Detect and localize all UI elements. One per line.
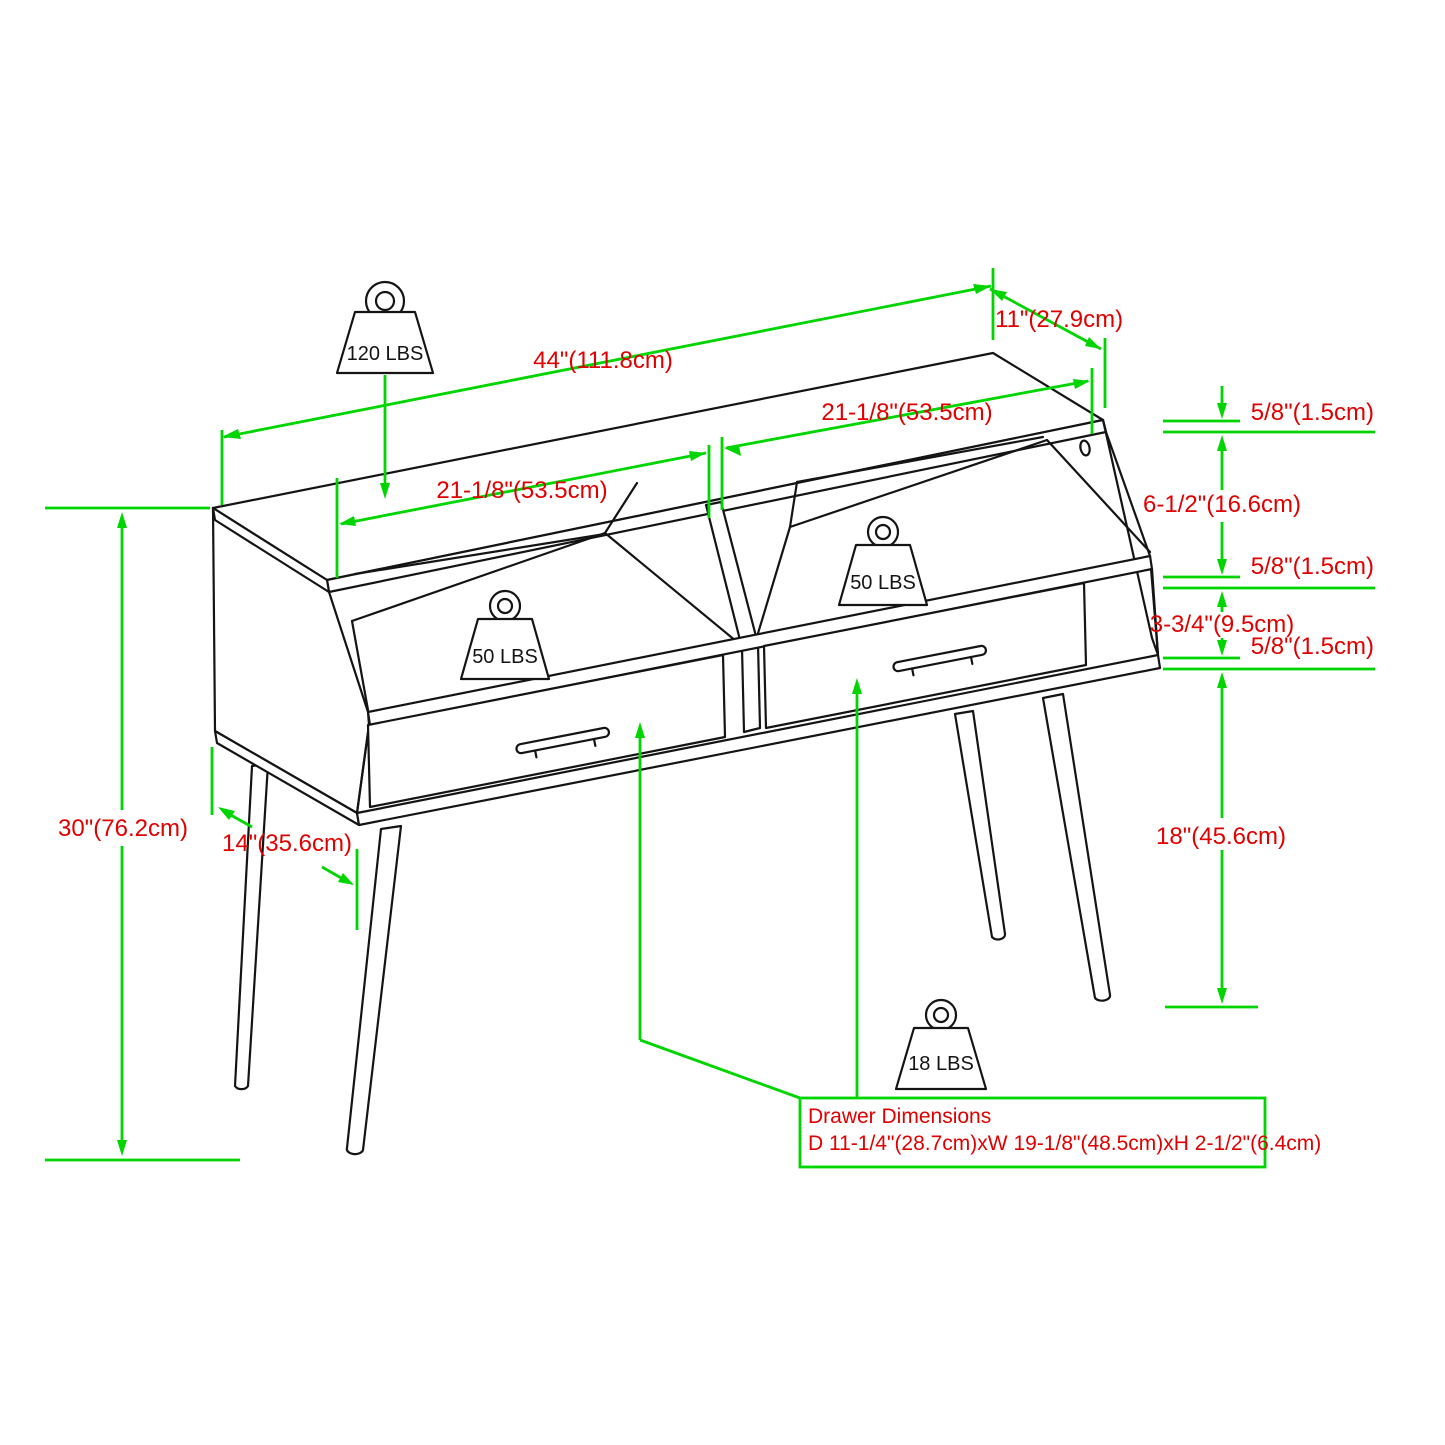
dim-top-depth-label: 11"(27.9cm)	[995, 306, 1124, 333]
leg-back-right	[955, 711, 1005, 939]
drawer-divider	[742, 644, 760, 732]
leg-back-left	[235, 764, 268, 1089]
cam-hole	[1079, 440, 1091, 457]
weight-icon-18lbs	[896, 1000, 986, 1089]
dim-leg-height-label: 18"(45.6cm)	[1156, 823, 1286, 850]
weight-right-cubby-label: 50 LBS	[850, 572, 916, 594]
weight-icon-50lbs-left	[461, 591, 549, 679]
weight-top-label: 120 LBS	[346, 343, 424, 365]
dim-drawer-height-label: 3-3/4"(9.5cm)	[1149, 611, 1295, 638]
dim-overall-height-label: 30"(76.2cm)	[58, 815, 188, 842]
dim-shelf-thickness-label: 5/8"(1.5cm)	[1250, 553, 1374, 580]
dim-base-depth-label: 14"(35.6cm)	[222, 830, 352, 857]
dim-right-chain	[1163, 386, 1375, 1007]
drawer-note-specs: D 11-1/4"(28.7cm)xW 19-1/8"(48.5cm)xH 2-1/2"(6.4cm)	[808, 1132, 1322, 1155]
dim-left-cubby-label: 21-1/8"(53.5cm)	[436, 477, 608, 504]
dim-right-cubby-label: 21-1/8"(53.5cm)	[821, 399, 993, 426]
console-table-drawing	[213, 282, 1160, 1154]
leg-front-left	[347, 826, 401, 1154]
center-divider	[706, 502, 758, 648]
dim-top-thickness-label: 5/8"(1.5cm)	[1250, 399, 1374, 426]
weight-icon-120lbs	[337, 282, 433, 373]
dim-bottom-thickness-label: 5/8"(1.5cm)	[1250, 633, 1374, 660]
dim-overall-width-label: 44"(111.8cm)	[533, 347, 673, 374]
drawer-note-title: Drawer Dimensions	[808, 1105, 992, 1128]
weight-left-cubby-label: 50 LBS	[472, 646, 538, 668]
dim-cubby-height-label: 6-1/2"(16.6cm)	[1143, 491, 1301, 518]
weight-drawer-label: 18 LBS	[908, 1053, 974, 1075]
weight-icon-50lbs-right	[839, 517, 927, 605]
leg-front-right	[1043, 694, 1110, 1001]
